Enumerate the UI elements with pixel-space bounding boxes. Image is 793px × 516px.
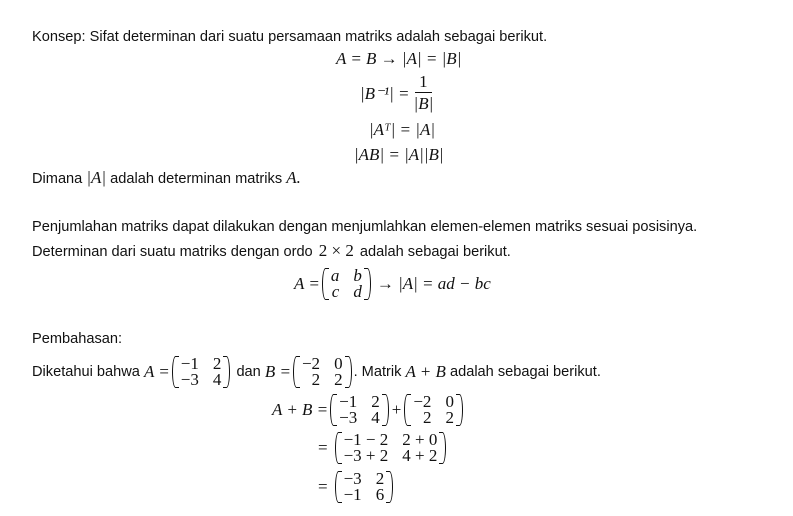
matrix-grid: [300, 356, 345, 388]
right-paren: [364, 268, 371, 300]
matrix-a: [172, 356, 231, 388]
inverse-lhs: |B⁻¹| =: [360, 83, 410, 103]
matrix-cell: 2: [375, 469, 385, 488]
matrix-cell: 0: [334, 354, 343, 373]
dimana-text: Dimana: [32, 171, 83, 187]
left-paren: [172, 356, 179, 388]
matrix-cell: −3: [343, 469, 362, 488]
matrix-grid: [342, 432, 440, 464]
equals-sign: =: [318, 477, 328, 496]
right-paren: [345, 356, 352, 388]
matrix-cell: 4 + 2: [402, 446, 438, 465]
matrix-cell: −2: [413, 392, 432, 411]
matrix-cell: 2 + 0: [402, 430, 438, 449]
matrix-cell: −2: [301, 354, 321, 373]
dimana-math: |A|: [86, 168, 107, 187]
matrix-cell: c: [331, 282, 340, 301]
fraction: [414, 72, 434, 115]
left-paren: [335, 432, 342, 464]
matrix-grid: [179, 356, 224, 388]
matrix-b: [293, 356, 352, 388]
matrix-cell: 2: [371, 392, 380, 411]
matrix-cell: −1: [339, 392, 358, 411]
determinan-text: Determinan dari suatu matriks dengan ordo: [32, 244, 313, 260]
dimana-line: [32, 168, 301, 189]
determinan-text-2: adalah sebagai berikut.: [359, 244, 511, 260]
equation-inverse: [360, 72, 437, 115]
def-rhs: → |A| = ad − bc: [376, 274, 491, 293]
matrix-grid: [329, 268, 364, 300]
matrix-cell: 2: [334, 370, 343, 389]
right-paren: [456, 394, 463, 426]
matrix-cell: d: [353, 282, 362, 301]
matrix-cell: −1: [180, 354, 199, 373]
right-paren: [439, 432, 446, 464]
matrix-cell: 2: [311, 370, 321, 389]
equals-sign: =: [318, 438, 328, 457]
def-lhs: A =: [294, 274, 320, 293]
matrix-a: [330, 394, 389, 426]
matrix-grid: [342, 471, 387, 503]
right-paren: [386, 471, 393, 503]
matrix-cell: a: [330, 266, 340, 285]
matrix-cell: b: [353, 266, 362, 285]
matrik-text-2: adalah sebagai berikut.: [449, 364, 601, 380]
right-paren: [223, 356, 230, 388]
matrix-cell: 0: [445, 392, 454, 411]
dimana-text-2: adalah determinan matriks: [110, 171, 283, 187]
ordo-math: 2 × 2: [318, 241, 354, 260]
matrix-b: [404, 394, 463, 426]
matrix-cell: 4: [212, 370, 222, 389]
matrix-cell: 4: [371, 408, 380, 427]
matrix-cell: 6: [375, 485, 385, 504]
equation-product: |AB| = |A||B|: [354, 145, 444, 164]
left-paren: [322, 268, 329, 300]
left-paren: [330, 394, 337, 426]
equation-transpose: |Aᵀ| = |A|: [369, 120, 435, 139]
matrix-result: [335, 471, 394, 503]
plus-sign: +: [391, 400, 402, 419]
dimana-var: A.: [286, 168, 301, 187]
matrix-cell: −3: [180, 370, 199, 389]
penjumlahan-text: Penjumlahan matriks dapat dilakukan dengan menjumlahkan elemen-elemen matriks sesuai posisinya.: [32, 219, 698, 235]
right-paren: [382, 394, 389, 426]
konsep-intro: Konsep: Sifat determinan dari suatu persamaan matriks adalah sebagai berikut.: [32, 29, 548, 45]
diketahui-line: [32, 355, 601, 389]
fraction-denominator: |B|: [413, 94, 434, 113]
dan-text: dan: [236, 364, 261, 380]
matrik-text: . Matrik: [353, 364, 402, 380]
determinan-line: [32, 241, 511, 262]
b-eq: B =: [264, 362, 291, 381]
step-2: [313, 432, 448, 464]
diketahui-text: Diketahui bahwa: [32, 364, 140, 380]
step1-lhs: A + B =: [272, 400, 329, 419]
step-3: [313, 471, 395, 503]
step-1: [272, 394, 465, 426]
left-paren: [293, 356, 300, 388]
left-paren: [335, 471, 342, 503]
pembahasan-title: Pembahasan:: [32, 331, 123, 347]
matrix-grid: [337, 394, 382, 426]
matrix-cell: −3: [339, 408, 358, 427]
matrix-cell: 2: [212, 354, 222, 373]
matrix-grid: [411, 394, 456, 426]
matrix-cell: 2: [445, 408, 454, 427]
equation-equality: A = B → |A| = |B|: [336, 49, 462, 68]
matrix-cell: −1 − 2: [343, 430, 389, 449]
matrix-cell: −1: [343, 485, 362, 504]
matrix-sum-expanded: [335, 432, 447, 464]
a-eq: A =: [143, 362, 170, 381]
matrix-abcd: [322, 268, 371, 300]
matrik-math: A + B: [405, 362, 446, 381]
left-paren: [404, 394, 411, 426]
fraction-numerator: 1: [415, 72, 432, 93]
matrix-cell: −3 + 2: [343, 446, 389, 465]
determinant-definition: [294, 268, 491, 300]
matrix-cell: 2: [422, 408, 432, 427]
